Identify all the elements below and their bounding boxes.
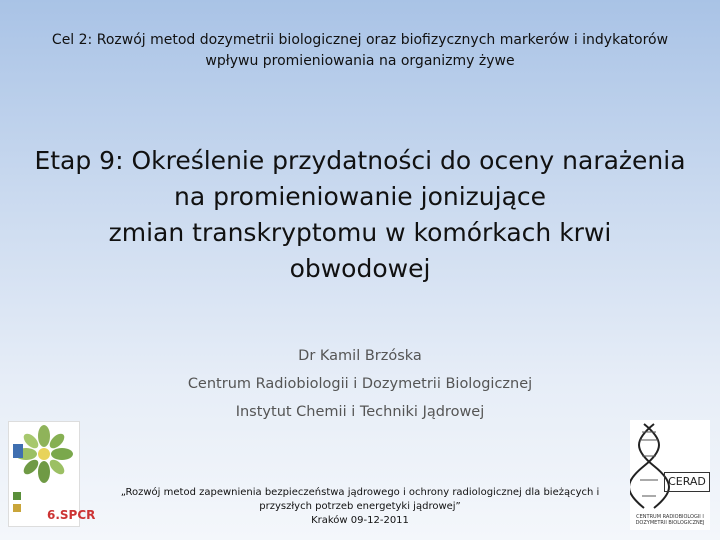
affiliation-center: Centrum Radiobiologii i Dozymetrii Biologicznej <box>187 376 533 392</box>
title-line-4: obwodowej <box>289 254 431 283</box>
footer-line-2: przyszłych potrzeb energetyki jądrowej” <box>259 501 461 512</box>
goal-line-2: wpływu promieniowania na organizmy żywe <box>205 53 515 69</box>
cerad-brand-text: CERAD <box>664 472 710 492</box>
author-block <box>110 342 610 426</box>
author-name: Dr Kamil Brzóska <box>298 348 422 364</box>
footer-line-1: „Rozwój metod zapewnienia bezpieczeństwa jądrowego i ochrony radiologicznej dla bieżących i <box>120 487 600 498</box>
cerad-subtitle: CENTRUM RADIOBIOLOGII I DOZYMETRII BIOLOGICZNEJ <box>635 514 705 526</box>
goal-heading <box>30 30 690 72</box>
conference-brand-text: 6.SPCR <box>47 508 96 522</box>
title-line-2: na promieniowanie jonizujące <box>173 182 547 211</box>
cerad-logo <box>630 420 710 530</box>
goal-line-1: Cel 2: Rozwój metod dozymetrii biologicznej oraz biofizycznych markerów i indykatorów <box>51 32 669 48</box>
project-footer <box>100 486 620 528</box>
title-line-1: Etap 9: Określenie przydatności do oceny narażenia <box>34 146 686 175</box>
title-line-3: zmian transkryptomu w komórkach krwi <box>108 218 612 247</box>
conference-logo <box>8 421 96 527</box>
footer-date: Kraków 09-12-2011 <box>311 515 409 526</box>
affiliation-institute: Instytut Chemii i Techniki Jądrowej <box>235 404 485 420</box>
slide-title <box>20 143 700 287</box>
